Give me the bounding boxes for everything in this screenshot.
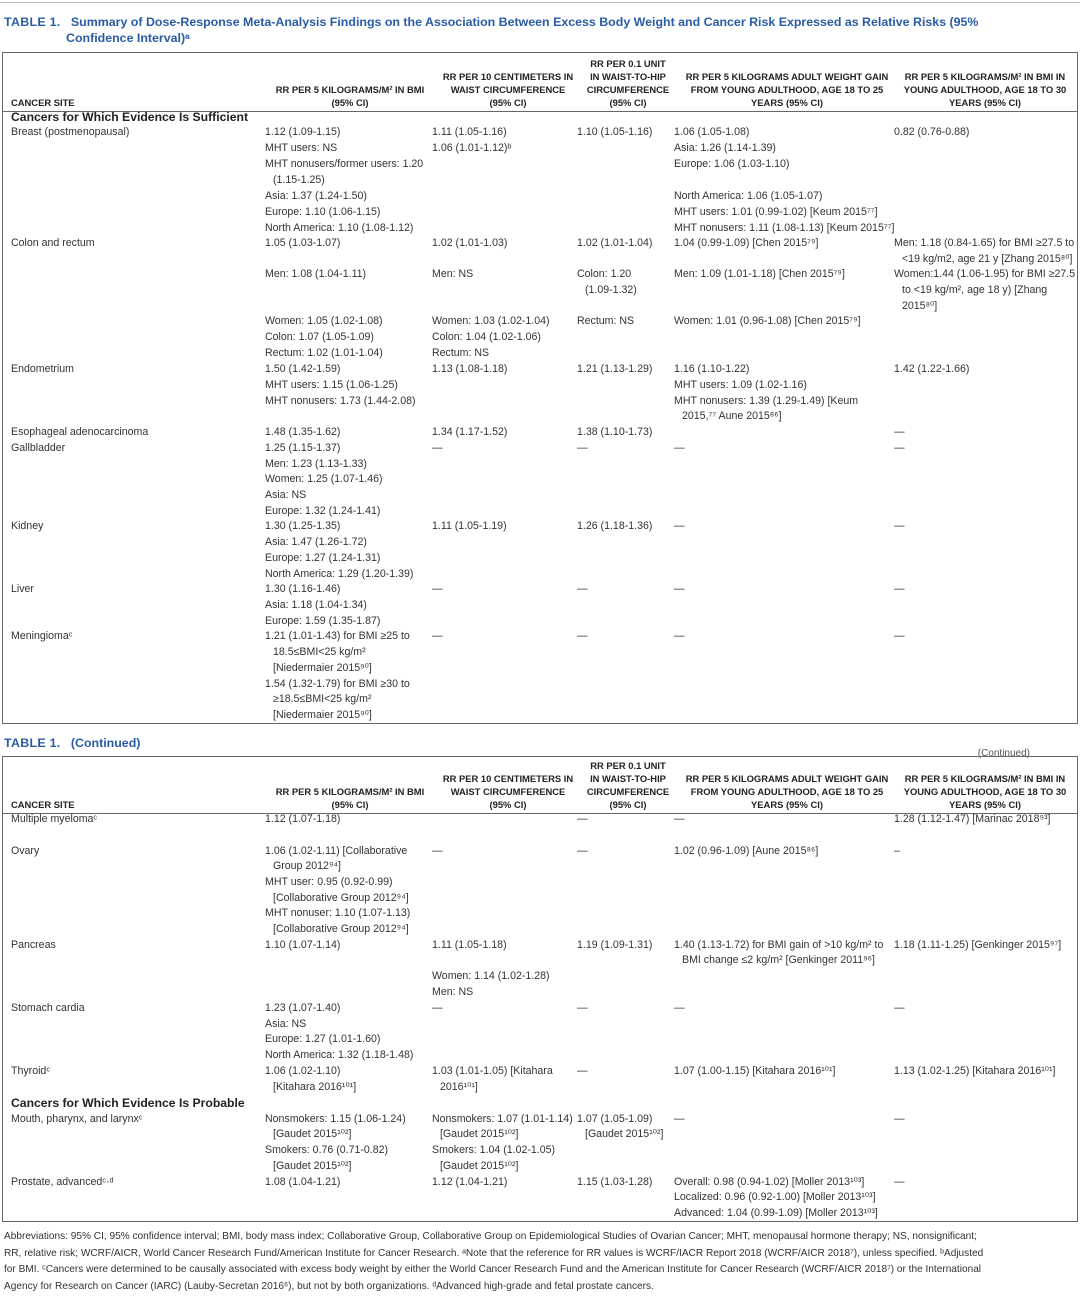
- column-header-line: CANCER SITE: [11, 799, 75, 810]
- rr-cell-whr: —: [577, 442, 588, 454]
- rr-cell-bmi: Asia: 1.47 (1.26-1.72): [265, 536, 367, 548]
- rr-cell-gain: Europe: 1.06 (1.03-1.10): [674, 158, 790, 170]
- rr-cell-waist: [Gaudet 2015¹⁰²]: [440, 1160, 519, 1172]
- column-header-line: (95% CI): [489, 97, 527, 108]
- column-header-site: [11, 798, 121, 811]
- rr-cell-gain: Advanced: 1.04 (0.99-1.09) [Moller 2013¹⁰³]: [674, 1207, 878, 1219]
- column-header-line: CIRCUMFERENCE: [586, 84, 670, 95]
- table-part-1: [2, 52, 1078, 724]
- rr-cell-whr: 1.38 (1.10-1.73): [577, 426, 653, 438]
- rr-cell-gain: Overall: 0.98 (0.94-1.02) [Moller 2013¹⁰³]: [674, 1176, 865, 1188]
- rr-cell-whr: —: [577, 630, 588, 642]
- rr-cell-waist: Women: 1.14 (1.02-1.28): [432, 970, 550, 982]
- rr-cell-bmi: Rectum: 1.02 (1.01-1.04): [265, 347, 383, 359]
- column-header-waist: [434, 772, 582, 811]
- rr-cell-gain: 1.16 (1.10-1.22): [674, 363, 750, 375]
- rr-cell-bmi: Smokers: 0.76 (0.71-0.82): [265, 1144, 389, 1156]
- rr-cell-bmi: Asia: 1.18 (1.04-1.34): [265, 599, 367, 611]
- rr-cell-bmi: MHT users: 1.15 (1.06-1.25): [265, 379, 398, 391]
- rr-cell-bmi: MHT nonusers: 1.73 (1.44-2.08): [265, 395, 416, 407]
- rr-cell-waist: Nonsmokers: 1.07 (1.01-1.14): [432, 1113, 573, 1125]
- rr-cell-whr: —: [577, 1065, 588, 1077]
- rr-cell-gain: MHT nonusers: 1.11 (1.08-1.13) [Keum 2015⁷⁷]: [674, 222, 895, 234]
- table-label: TABLE 1.: [4, 736, 61, 750]
- column-header-line: CIRCUMFERENCE: [586, 786, 670, 797]
- table-label: TABLE 1.: [4, 15, 61, 29]
- rr-cell-bmi: 1.08 (1.04-1.21): [265, 1176, 341, 1188]
- rr-cell-waist: 1.11 (1.05-1.19): [432, 520, 507, 532]
- cancer-site-cell: Kidney: [11, 520, 44, 532]
- rr-cell-waist: 1.11 (1.05-1.18): [432, 939, 507, 951]
- column-header-line: RR PER 5 KILOGRAMS/M² IN BMI IN: [904, 773, 1066, 784]
- rr-cell-gain: MHT users: 1.09 (1.02-1.16): [674, 379, 807, 391]
- rr-cell-bmi: [Gaudet 2015¹⁰²]: [273, 1160, 352, 1172]
- rr-cell-bmi: North America: 1.10 (1.08-1.12): [265, 222, 414, 234]
- column-header-line: RR PER 10 CENTIMETERS IN: [442, 71, 574, 82]
- rr-cell-bmi: 18.5≤BMI<25 kg/m²: [273, 646, 366, 658]
- column-header-whr: [579, 759, 677, 811]
- cancer-site-cell: Mouth, pharynx, and larynxᶜ: [11, 1113, 143, 1125]
- rr-cell-whr: —: [577, 583, 588, 595]
- column-header-line: YEARS (95% CI): [751, 799, 823, 810]
- rr-cell-bmi: Nonsmokers: 1.15 (1.06-1.24): [265, 1113, 406, 1125]
- rr-cell-bmi: Women: 1.25 (1.07-1.46): [265, 473, 383, 485]
- column-header-line: YEARS (95% CI): [751, 97, 823, 108]
- rr-cell-bmi: [Kitahara 2016¹⁰¹]: [273, 1081, 357, 1093]
- rr-cell-bmi: 1.25 (1.15-1.37): [265, 442, 341, 454]
- rr-cell-whr: 1.19 (1.09-1.31): [577, 939, 653, 951]
- cancer-site-cell: Pancreas: [11, 939, 56, 951]
- rr-cell-whr: —: [577, 845, 588, 857]
- table-header: [3, 757, 1077, 814]
- rr-cell-whr: —: [577, 1002, 588, 1014]
- rr-cell-bmi: MHT users: NS: [265, 142, 338, 154]
- evidence-section-heading: Cancers for Which Evidence Is Probable: [11, 1096, 245, 1110]
- rr-cell-bmi: 1.06 (1.02-1.10): [265, 1065, 341, 1077]
- continued-note: (Continued): [977, 748, 1030, 759]
- column-header-line: (95% CI): [609, 799, 647, 810]
- column-header-young: [893, 70, 1077, 109]
- column-header-line: YEARS (95% CI): [949, 799, 1021, 810]
- rr-cell-bmi: [Collaborative Group 2012⁹⁴]: [273, 892, 409, 904]
- column-header-line: (95% CI): [331, 799, 369, 810]
- rr-cell-bmi: [Collaborative Group 2012⁹⁴]: [273, 923, 409, 935]
- rr-cell-gain: MHT users: 1.01 (0.99-1.02) [Keum 2015⁷⁷]: [674, 206, 878, 218]
- cancer-site-cell: Endometrium: [11, 363, 74, 375]
- rr-cell-young: <19 kg/m2, age 21 y [Zhang 2015⁸⁰]: [902, 253, 1073, 265]
- rr-cell-bmi: Men: 1.08 (1.04-1.11): [265, 268, 367, 280]
- table-part-2: [2, 756, 1078, 1222]
- rr-cell-bmi: Colon: 1.07 (1.05-1.09): [265, 331, 374, 343]
- column-header-line: RR PER 5 KILOGRAMS/M² IN BMI: [275, 84, 425, 95]
- rr-cell-waist: —: [432, 630, 443, 642]
- table-title-continued: (Continued): [70, 736, 141, 750]
- rr-cell-bmi: Men: 1.23 (1.13-1.33): [265, 458, 367, 470]
- column-header-bmi: [265, 785, 435, 811]
- column-header-line: (95% CI): [331, 97, 369, 108]
- rr-cell-gain: MHT nonusers: 1.39 (1.29-1.49) [Keum: [674, 395, 859, 407]
- rr-cell-whr: Colon: 1.20: [577, 268, 632, 280]
- table-title-line1: Summary of Dose-Response Meta-Analysis Findings on the Association Between Excess Body Weight and Cancer Risk Expressed as Relative Risks (95%: [70, 15, 979, 29]
- table-caption: [4, 14, 978, 46]
- rr-cell-gain: —: [674, 1113, 685, 1125]
- rr-cell-young: 1.18 (1.11-1.25) [Genkinger 2015⁹⁷]: [894, 939, 1062, 951]
- rr-cell-young: Men: 1.18 (0.84-1.65) for BMI ≥27.5 to: [894, 237, 1075, 249]
- rr-cell-gain: North America: 1.06 (1.05-1.07): [674, 190, 823, 202]
- column-header-line: (95% CI): [489, 799, 527, 810]
- rr-cell-whr: 1.26 (1.18-1.36): [577, 520, 653, 532]
- rr-cell-bmi: MHT user: 0.95 (0.92-0.99): [265, 876, 393, 888]
- rr-cell-young: —: [894, 630, 905, 642]
- column-header-bmi: [265, 83, 435, 109]
- rr-cell-gain: 1.40 (1.13-1.72) for BMI gain of >10 kg/m² to: [674, 939, 884, 951]
- column-header-site: [11, 96, 121, 109]
- rr-cell-bmi: 1.50 (1.42-1.59): [265, 363, 341, 375]
- rr-cell-waist: Women: 1.03 (1.02-1.04): [432, 315, 550, 327]
- rr-cell-bmi: 1.21 (1.01-1.43) for BMI ≥25 to: [265, 630, 410, 642]
- cancer-site-cell: Prostate, advancedᶜ·ᵈ: [11, 1176, 114, 1188]
- rr-cell-bmi: Group 2012⁹⁴]: [273, 860, 341, 872]
- rr-cell-bmi: Asia: 1.37 (1.24-1.50): [265, 190, 367, 202]
- rr-cell-gain: 1.04 (0.99-1.09) [Chen 2015⁷⁹]: [674, 237, 819, 249]
- cancer-site-cell: Meningiomaᶜ: [11, 630, 73, 642]
- footnote-line: Abbreviations: 95% CI, 95% confidence interval; BMI, body mass index; Collaborative Group, Collaborative Group on Epidemiological Studies of Ovarian Cancer; MHT, menopausal hormone therapy; NS, nonsignificant;: [4, 1231, 977, 1242]
- footnote-line: for BMI. ᶜCancers were determined to be causally associated with excess body weight by either the World Cancer Research Fund and the American Institute for Cancer Research (WCRF/AICR 2018⁷) or the International: [4, 1264, 982, 1275]
- cancer-site-cell: Ovary: [11, 845, 40, 857]
- rr-cell-whr: 1.10 (1.05-1.16): [577, 126, 653, 138]
- footnote-line: Agency for Research on Cancer (IARC) (Lauby-Secretan 2016⁶), but not by both organizations. ᵈAdvanced high-grade and fetal prostate cancers.: [4, 1280, 654, 1292]
- rr-cell-bmi: ≥18.5≤BMI<25 kg/m²: [273, 693, 372, 705]
- rr-cell-waist: Men: NS: [432, 986, 474, 998]
- column-header-line: CANCER SITE: [11, 97, 75, 108]
- rr-cell-bmi: [Gaudet 2015¹⁰²]: [273, 1128, 352, 1140]
- column-header-line: RR PER 5 KILOGRAMS ADULT WEIGHT GAIN: [685, 71, 889, 82]
- evidence-section-heading: Cancers for Which Evidence Is Sufficient: [11, 110, 249, 124]
- rr-cell-young: —: [894, 520, 905, 532]
- column-header-line: IN WAIST-TO-HIP: [590, 773, 666, 784]
- cancer-site-cell: Liver: [11, 583, 34, 595]
- cancer-site-cell: Stomach cardia: [11, 1002, 85, 1014]
- column-header-line: (95% CI): [609, 97, 647, 108]
- rr-cell-bmi: MHT nonusers/former users: 1.20: [265, 158, 424, 170]
- rr-cell-gain: Asia: 1.26 (1.14-1.39): [674, 142, 776, 154]
- rr-cell-gain: Localized: 0.96 (0.92-1.00) [Moller 2013¹⁰³]: [674, 1191, 876, 1203]
- column-header-waist: [434, 70, 582, 109]
- column-header-line: WAIST CIRCUMFERENCE: [450, 84, 566, 95]
- top-rule: [0, 2, 1080, 3]
- cancer-site-cell: Multiple myelomaᶜ: [11, 813, 98, 825]
- rr-cell-bmi: Women: 1.05 (1.02-1.08): [265, 315, 383, 327]
- column-header-line: YEARS (95% CI): [949, 97, 1021, 108]
- rr-cell-waist: Men: NS: [432, 268, 474, 280]
- rr-cell-whr: [Gaudet 2015¹⁰²]: [585, 1128, 664, 1140]
- cancer-site-cell: Esophageal adenocarcinoma: [11, 426, 149, 438]
- rr-cell-gain: —: [674, 630, 685, 642]
- rr-cell-bmi: [Niedermaier 2015⁹⁰]: [273, 709, 372, 721]
- rr-cell-gain: —: [674, 813, 685, 825]
- rr-cell-bmi: [Niedermaier 2015⁹⁰]: [273, 662, 372, 674]
- rr-cell-bmi: 1.06 (1.02-1.11) [Collaborative: [265, 845, 408, 857]
- rr-cell-waist: 1.12 (1.04-1.21): [432, 1176, 508, 1188]
- rr-cell-young: 1.42 (1.22-1.66): [894, 363, 970, 375]
- rr-cell-gain: —: [674, 520, 685, 532]
- column-header-whr: [579, 57, 677, 109]
- rr-cell-bmi: 1.10 (1.07-1.14): [265, 939, 341, 951]
- rr-cell-bmi: Asia: NS: [265, 489, 307, 501]
- rr-cell-young: –: [894, 845, 900, 857]
- rr-cell-waist: 1.11 (1.05-1.16): [432, 126, 507, 138]
- table-footnotes: [4, 1229, 1074, 1295]
- rr-cell-gain: BMI change ≤2 kg/m² [Genkinger 2011⁹⁶]: [682, 954, 875, 966]
- rr-cell-bmi: MHT nonuser: 1.10 (1.07-1.13): [265, 907, 411, 919]
- rr-cell-waist: Rectum: NS: [432, 347, 490, 359]
- rr-cell-waist: 2016¹⁰¹]: [440, 1081, 478, 1093]
- column-header-gain: [673, 772, 901, 811]
- rr-cell-bmi: Europe: 1.10 (1.06-1.15): [265, 206, 381, 218]
- rr-cell-whr: 1.15 (1.03-1.28): [577, 1176, 653, 1188]
- column-header-line: IN WAIST-TO-HIP: [590, 71, 666, 82]
- rr-cell-bmi: 1.48 (1.35-1.62): [265, 426, 341, 438]
- rr-cell-bmi: 1.54 (1.32-1.79) for BMI ≥30 to: [265, 678, 410, 690]
- rr-cell-bmi: Europe: 1.59 (1.35-1.87): [265, 615, 381, 627]
- column-header-gain: [673, 70, 901, 109]
- cancer-site-cell: Colon and rectum: [11, 237, 95, 249]
- rr-cell-waist: —: [432, 583, 443, 595]
- rr-cell-whr: 1.21 (1.13-1.29): [577, 363, 653, 375]
- column-header-line: RR PER 5 KILOGRAMS ADULT WEIGHT GAIN: [685, 773, 889, 784]
- rr-cell-waist: 1.03 (1.01-1.05) [Kitahara: [432, 1065, 553, 1077]
- rr-cell-gain: Men: 1.09 (1.01-1.18) [Chen 2015⁷⁹]: [674, 268, 845, 280]
- rr-cell-bmi: (1.15-1.25): [273, 174, 325, 186]
- rr-cell-waist: —: [432, 845, 443, 857]
- rr-cell-waist: 1.06 (1.01-1.12)ᵇ: [432, 142, 512, 154]
- rr-cell-bmi: Europe: 1.32 (1.24-1.41): [265, 505, 381, 517]
- rr-cell-young: —: [894, 1002, 905, 1014]
- table-title-line2: Confidence Interval)ᵃ: [66, 31, 190, 45]
- rr-cell-gain: 1.06 (1.05-1.08): [674, 126, 750, 138]
- rr-cell-bmi: 1.12 (1.09-1.15): [265, 126, 341, 138]
- rr-cell-young: 1.28 (1.12-1.47) [Marinac 2018⁹³]: [894, 813, 1051, 825]
- rr-cell-bmi: Europe: 1.27 (1.01-1.60): [265, 1033, 381, 1045]
- rr-cell-whr: 1.02 (1.01-1.04): [577, 237, 653, 249]
- rr-cell-young: —: [894, 583, 905, 595]
- rr-cell-waist: 1.13 (1.08-1.18): [432, 363, 508, 375]
- rr-cell-gain: —: [674, 442, 685, 454]
- rr-cell-gain: Women: 1.01 (0.96-1.08) [Chen 2015⁷⁹]: [674, 315, 861, 327]
- rr-cell-young: to <19 kg/m², age 18 y) [Zhang: [902, 284, 1048, 296]
- rr-cell-young: 2015⁸⁰]: [902, 300, 938, 312]
- cancer-site-cell: Gallbladder: [11, 442, 66, 454]
- rr-cell-bmi: North America: 1.29 (1.20-1.39): [265, 568, 414, 580]
- rr-cell-gain: —: [674, 1002, 685, 1014]
- rr-cell-young: 0.82 (0.76-0.88): [894, 126, 970, 138]
- column-header-line: YOUNG ADULTHOOD, AGE 18 TO 30: [903, 786, 1067, 797]
- column-header-line: RR PER 0.1 UNIT: [590, 760, 666, 771]
- column-header-line: RR PER 5 KILOGRAMS/M² IN BMI IN: [904, 71, 1066, 82]
- rr-cell-whr: Rectum: NS: [577, 315, 635, 327]
- rr-cell-bmi: 1.30 (1.25-1.35): [265, 520, 341, 532]
- rr-cell-bmi: North America: 1.32 (1.18-1.48): [265, 1049, 414, 1061]
- table-header: [3, 53, 1077, 112]
- rr-cell-bmi: 1.05 (1.03-1.07): [265, 237, 341, 249]
- rr-cell-waist: [Gaudet 2015¹⁰²]: [440, 1128, 519, 1140]
- rr-cell-gain: 2015,⁷⁷ Aune 2015⁸⁶]: [682, 410, 782, 422]
- footnote-line: RR, relative risk; WCRF/AICR, World Cancer Research Fund/American Institute for Cancer Research. ᵃNote that the reference for RR values is WCRF/IACR Report 2018 (WCRF/AICR 2018⁷), unless specified. ᵇAdjusted: [4, 1247, 984, 1259]
- rr-cell-whr: (1.09-1.32): [585, 284, 637, 296]
- column-header-line: RR PER 10 CENTIMETERS IN: [442, 773, 574, 784]
- rr-cell-bmi: 1.12 (1.07-1.18): [265, 813, 341, 825]
- rr-cell-whr: 1.07 (1.05-1.09): [577, 1113, 653, 1125]
- rr-cell-bmi: 1.30 (1.16-1.46): [265, 583, 341, 595]
- rr-cell-whr: —: [577, 813, 588, 825]
- column-header-young: [893, 772, 1077, 811]
- rr-cell-waist: —: [432, 1002, 443, 1014]
- rr-cell-waist: Smokers: 1.04 (1.02-1.05): [432, 1144, 556, 1156]
- rr-cell-young: —: [894, 1113, 905, 1125]
- column-header-line: FROM YOUNG ADULTHOOD, AGE 18 TO 25: [690, 84, 884, 95]
- column-header-line: FROM YOUNG ADULTHOOD, AGE 18 TO 25: [690, 786, 884, 797]
- rr-cell-young: Women:1.44 (1.06-1.95) for BMI ≥27.5: [894, 268, 1076, 280]
- rr-cell-waist: 1.34 (1.17-1.52): [432, 426, 508, 438]
- table-caption-continued: [4, 735, 140, 751]
- rr-cell-young: —: [894, 442, 905, 454]
- rr-cell-bmi: Europe: 1.27 (1.24-1.31): [265, 552, 381, 564]
- column-header-line: WAIST CIRCUMFERENCE: [450, 786, 566, 797]
- cancer-site-cell: Breast (postmenopausal): [11, 126, 130, 138]
- cancer-site-cell: Thyroidᶜ: [11, 1065, 51, 1077]
- rr-cell-young: —: [894, 1176, 905, 1188]
- rr-cell-gain: —: [674, 583, 685, 595]
- rr-cell-gain: 1.02 (0.96-1.09) [Aune 2015⁸⁶]: [674, 845, 819, 857]
- rr-cell-young: —: [894, 426, 905, 438]
- column-header-line: RR PER 0.1 UNIT: [590, 58, 666, 69]
- rr-cell-waist: —: [432, 442, 443, 454]
- column-header-line: RR PER 5 KILOGRAMS/M² IN BMI: [275, 786, 425, 797]
- column-header-line: YOUNG ADULTHOOD, AGE 18 TO 30: [903, 84, 1067, 95]
- rr-cell-young: 1.13 (1.02-1.25) [Kitahara 2016¹⁰¹]: [894, 1065, 1056, 1077]
- rr-cell-waist: 1.02 (1.01-1.03): [432, 237, 508, 249]
- rr-cell-bmi: 1.23 (1.07-1.40): [265, 1002, 341, 1014]
- rr-cell-waist: Colon: 1.04 (1.02-1.06): [432, 331, 541, 343]
- rr-cell-bmi: Asia: NS: [265, 1018, 307, 1030]
- rr-cell-gain: 1.07 (1.00-1.15) [Kitahara 2016¹⁰¹]: [674, 1065, 836, 1077]
